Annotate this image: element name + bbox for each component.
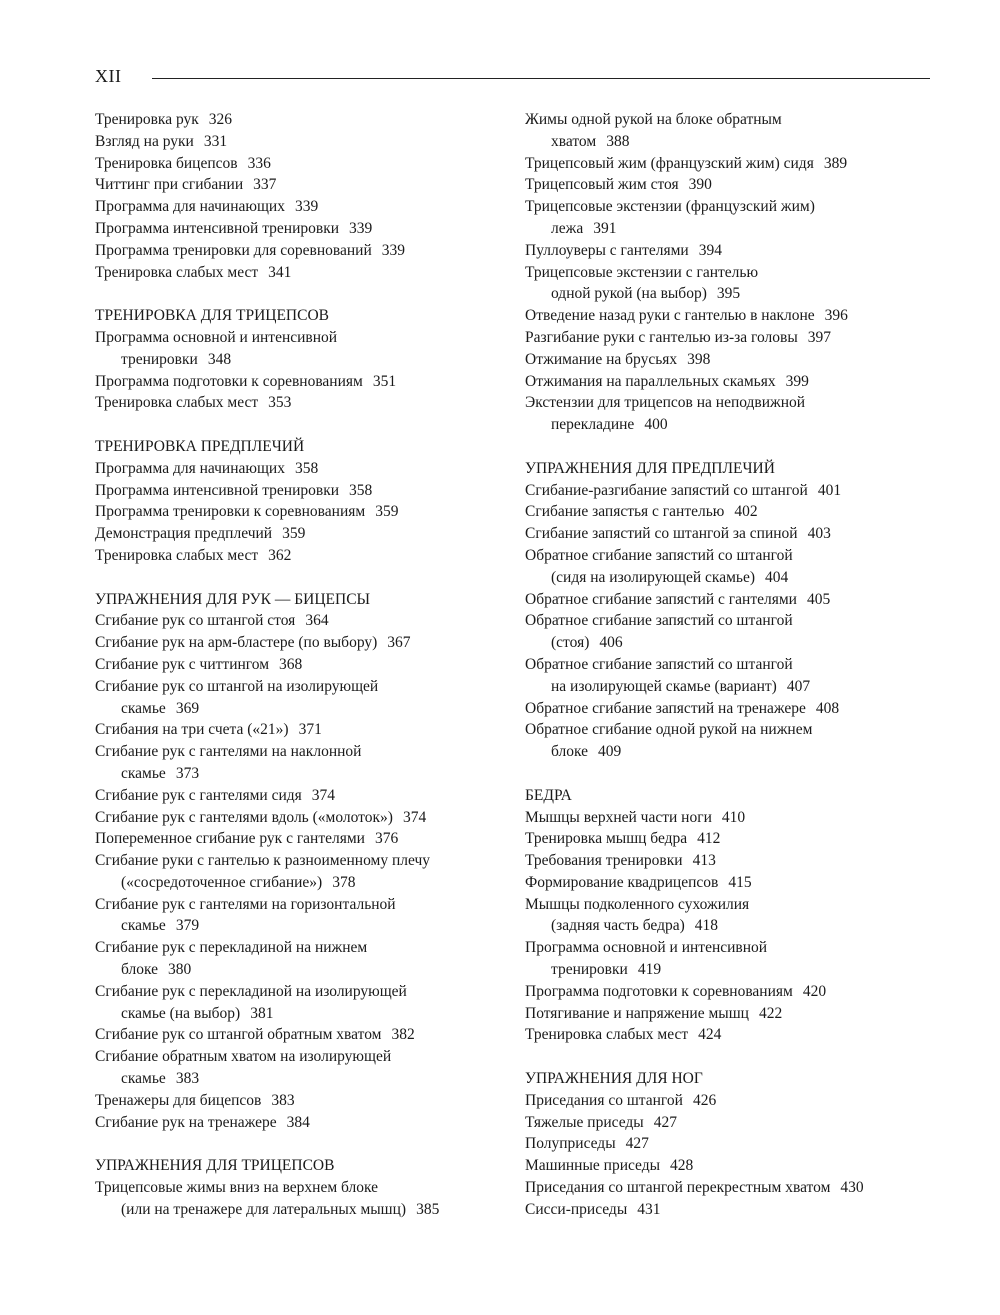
entry-page-number: 380 [168, 961, 192, 979]
entry-page-number: 428 [670, 1157, 694, 1175]
entry-title: Сгибание рук со штангой обратным хватом [95, 1026, 382, 1044]
toc-entry [95, 523, 505, 545]
toc-section [95, 305, 505, 414]
entry-title: Формирование квадрицепсов [525, 873, 719, 891]
entry-title: Тренировка слабых мест [95, 263, 259, 281]
toc-entry [525, 109, 935, 131]
toc-entry [95, 937, 505, 959]
toc-entry [95, 807, 505, 829]
entry-page-number: 382 [391, 1026, 415, 1044]
entry-page-number: 398 [687, 350, 711, 368]
entry-title: Сгибание рук с гантелями на горизонтальной [95, 895, 396, 913]
entry-title: Обратное сгибание запястий со штангой [525, 612, 793, 630]
toc-entry [525, 937, 935, 959]
entry-page-number: 381 [250, 1004, 274, 1022]
toc-entry [95, 828, 505, 850]
toc-entry [525, 1199, 935, 1221]
section-heading: УПРАЖНЕНИЯ ДЛЯ РУК — БИЦЕПСЫ [95, 590, 371, 608]
page-number: XII [95, 66, 122, 86]
toc-entry [525, 240, 935, 262]
toc-entry-continuation [95, 698, 505, 720]
entry-page-number: 394 [698, 241, 722, 259]
toc-section [525, 1068, 935, 1221]
entry-title: Сгибание рук с гантелями сидя [95, 786, 302, 804]
toc-entry [95, 131, 505, 153]
entry-title: Программа интенсивной тренировки [95, 219, 340, 237]
toc-entry [95, 632, 505, 654]
entry-title: Сгибание запястья с гантелью [525, 503, 725, 521]
entry-page-number: 427 [653, 1113, 677, 1131]
entry-page-number: 415 [728, 873, 752, 891]
entry-title: Жимы одной рукой на блоке обратным [525, 111, 782, 128]
entry-page-number: 383 [175, 1070, 200, 1088]
toc-entry [525, 523, 935, 545]
entry-page-number: 383 [271, 1091, 295, 1109]
toc-entry-continuation [95, 763, 505, 785]
entry-title: Программа для начинающих [95, 198, 285, 216]
entry-title: Обратное сгибание запястий на тренажере [525, 699, 806, 717]
entry-page-number: 359 [282, 525, 306, 543]
entry-title: Трицепсовые экстензии с гантелью [525, 263, 759, 281]
page-header [95, 62, 930, 92]
toc-entry [525, 1177, 935, 1199]
toc-entry [525, 153, 935, 175]
toc-entry-continuation [525, 676, 935, 698]
entry-page-number: 326 [208, 111, 233, 128]
entry-title: Сгибание рук с перекладиной на нижнем [95, 939, 368, 957]
toc-entry [95, 610, 505, 632]
entry-title-continuation: перекладине [551, 416, 635, 434]
toc-entry [95, 719, 505, 741]
toc-entry [95, 174, 505, 196]
entry-title: Потягивание и напряжение мышц [525, 1004, 749, 1022]
entry-page-number: 403 [807, 525, 831, 543]
entry-title-continuation: (задняя часть бедра) [551, 917, 685, 935]
toc-entry [95, 480, 505, 502]
entry-page-number: 418 [694, 917, 719, 935]
toc-entry [95, 850, 505, 872]
entry-title: Полуприседы [525, 1135, 616, 1153]
toc-entry [525, 327, 935, 349]
entry-title: Сгибание рук с гантелями на наклонной [95, 743, 362, 761]
toc-section [95, 1155, 505, 1220]
entry-title: Тяжелые приседы [525, 1113, 644, 1131]
entry-page-number: 391 [593, 219, 617, 237]
toc-entry-continuation [525, 959, 935, 981]
entry-title: Отжимание на брусьях [525, 350, 678, 368]
entry-title-continuation: блоке [121, 961, 159, 979]
entry-title-continuation: (сидя на изолирующей скамье) [551, 568, 756, 586]
toc-entry [95, 240, 505, 262]
entry-page-number: 369 [175, 699, 200, 717]
toc-entry [525, 480, 935, 502]
entry-title: Программа основной и интенсивной [95, 328, 338, 346]
toc-entry-continuation [95, 1003, 505, 1025]
toc-entry [525, 262, 935, 284]
toc-entry [95, 458, 505, 480]
entry-title: Отжимания на параллельных скамьях [525, 372, 776, 390]
toc-entry-continuation [525, 632, 935, 654]
entry-title-continuation: тренировки [121, 350, 198, 368]
toc-entry [95, 785, 505, 807]
section-heading: БЕДРА [525, 786, 572, 804]
entry-title: Экстензии для трицепсов на неподвижной [525, 394, 806, 412]
toc-entry [525, 850, 935, 872]
toc-entry [95, 1024, 505, 1046]
entry-page-number: 336 [247, 154, 271, 172]
entry-page-number: 419 [637, 961, 662, 979]
entry-page-number: 339 [381, 241, 406, 259]
toc-entry [95, 109, 505, 131]
toc-entry [95, 654, 505, 676]
toc-section [525, 458, 935, 763]
toc-entry [95, 196, 505, 218]
entry-page-number: 337 [253, 176, 277, 194]
entry-page-number: 374 [402, 808, 427, 826]
toc-entry [525, 1155, 935, 1177]
entry-page-number: 371 [298, 721, 322, 739]
toc-entry [525, 1024, 935, 1046]
entry-title-continuation: («сосредоточенное сгибание») [121, 873, 323, 891]
toc-entry [95, 1177, 505, 1199]
entry-page-number: 410 [721, 808, 746, 826]
toc-entry [525, 589, 935, 611]
entry-page-number: 351 [372, 372, 397, 390]
toc-entry-continuation [95, 1068, 505, 1090]
toc-entry [525, 545, 935, 567]
entry-title: Трицепсовые жимы вниз на верхнем блоке [95, 1179, 379, 1197]
toc-entry-continuation [525, 283, 935, 305]
toc-entry [95, 1046, 505, 1068]
entry-page-number: 412 [697, 830, 721, 848]
toc-entry [525, 196, 935, 218]
entry-page-number: 389 [823, 154, 848, 172]
entry-page-number: 430 [840, 1179, 864, 1197]
entry-page-number: 420 [802, 982, 827, 1000]
entry-page-number: 401 [817, 481, 842, 499]
section-heading: УПРАЖНЕНИЯ ДЛЯ НОГ [525, 1070, 703, 1088]
entry-title: Демонстрация предплечий [95, 525, 273, 543]
toc-entry [525, 1112, 935, 1134]
toc-entry [95, 894, 505, 916]
entry-title-continuation: одной рукой (на выбор) [551, 285, 707, 303]
toc-entry-continuation [525, 915, 935, 937]
entry-title: Взгляд на руки [95, 132, 194, 150]
toc-entry [525, 807, 935, 829]
toc-entry [525, 610, 935, 632]
toc-entry [525, 719, 935, 741]
toc-entry [95, 392, 505, 414]
entry-title: Тренировка слабых мест [95, 394, 259, 412]
entry-title: Сгибание рук на тренажере [95, 1113, 277, 1131]
entry-title: Тренировка рук [95, 111, 199, 128]
entry-title: Программа тренировки для соревнований [95, 241, 372, 259]
toc-entry [95, 501, 505, 523]
entry-title: Пуллоуверы с гантелями [525, 241, 689, 259]
toc-entry [95, 545, 505, 567]
entry-page-number: 402 [734, 503, 758, 521]
entry-page-number: 367 [387, 634, 411, 652]
entry-title: Разгибание руки с гантелью из-за головы [525, 328, 798, 346]
entry-title: Приседания со штангой перекрестным хватом [525, 1179, 831, 1197]
entry-title: Тренировка бицепсов [95, 154, 238, 172]
entry-page-number: 384 [286, 1113, 310, 1131]
entry-page-number: 379 [175, 917, 200, 935]
entry-page-number: 378 [332, 873, 356, 891]
toc-entry [525, 828, 935, 850]
entry-title: Мышцы подколенного сухожилия [525, 895, 750, 913]
entry-title: Сгибание рук с читтингом [95, 655, 270, 673]
entry-title: Сгибания на три счета («21») [95, 721, 289, 739]
entry-page-number: 358 [349, 481, 373, 499]
section-heading: ТРЕНИРОВКА ДЛЯ ТРИЦЕПСОВ [95, 307, 329, 325]
entry-title: Тренировка слабых мест [525, 1026, 689, 1044]
entry-title-continuation: на изолирующей скамье (вариант) [551, 677, 777, 695]
entry-page-number: 339 [349, 219, 373, 237]
entry-title: Сгибание рук со штангой на изолирующей [95, 677, 379, 695]
toc-section [525, 109, 935, 436]
entry-title-continuation: скамье [121, 1070, 166, 1088]
toc-entry-continuation [95, 349, 505, 371]
toc-entry [525, 501, 935, 523]
entry-title: Сгибание рук на арм-бластере (по выбору) [95, 634, 378, 652]
entry-page-number: 426 [692, 1091, 717, 1109]
entry-title: Обратное сгибание запястий с гантелями [525, 590, 797, 608]
toc-entry [525, 392, 935, 414]
entry-page-number: 424 [698, 1026, 722, 1044]
entry-page-number: 404 [765, 568, 789, 586]
entry-title: Требования тренировки [525, 852, 683, 870]
entry-page-number: 395 [716, 285, 741, 303]
toc-section [95, 589, 505, 1134]
toc-entry-continuation [525, 218, 935, 240]
entry-page-number: 413 [692, 852, 716, 870]
entry-page-number: 431 [637, 1200, 661, 1218]
entry-title: Тренажеры для бицепсов [95, 1091, 262, 1109]
entry-page-number: 341 [268, 263, 292, 281]
toc-entry [525, 872, 935, 894]
entry-title-continuation: (или на тренажере для латеральных мышц) [121, 1200, 407, 1218]
entry-title: Машинные приседы [525, 1157, 661, 1175]
toc-entry [95, 327, 505, 349]
entry-title: Приседания со штангой [525, 1091, 683, 1109]
entry-title: Читтинг при сгибании [95, 176, 244, 194]
entry-title: Программа подготовки к соревнованиям [95, 372, 363, 390]
entry-page-number: 339 [294, 198, 319, 216]
entry-page-number: 405 [806, 590, 831, 608]
entry-title: Обратное сгибание запястий со штангой [525, 546, 793, 564]
entry-title: Программа для начинающих [95, 459, 285, 477]
entry-title: Сгибание-разгибание запястий со штангой [525, 481, 808, 499]
toc-section [95, 109, 505, 283]
entry-title-continuation: лежа [551, 219, 584, 237]
toc-entry-continuation [95, 1199, 505, 1221]
toc-entry [525, 981, 935, 1003]
toc-entry-continuation [525, 741, 935, 763]
entry-title: Сгибание обратным хватом на изолирующей [95, 1048, 392, 1066]
entry-title: Обратное сгибание запястий со штангой [525, 655, 793, 673]
entry-page-number: 408 [815, 699, 840, 717]
entry-title: Сгибание рук со штангой стоя [95, 612, 296, 630]
entry-page-number: 427 [625, 1135, 649, 1153]
entry-title-continuation: хватом [551, 132, 597, 150]
toc-entry [95, 676, 505, 698]
toc-entry-continuation [95, 915, 505, 937]
toc-entry [525, 349, 935, 371]
entry-page-number: 368 [279, 655, 303, 673]
toc-entry [95, 1112, 505, 1134]
entry-page-number: 359 [375, 503, 399, 521]
toc-entry [95, 371, 505, 393]
entry-page-number: 388 [606, 132, 630, 150]
entry-title-continuation: скамье [121, 764, 166, 782]
entry-page-number: 385 [416, 1200, 440, 1218]
entry-title: Обратное сгибание одной рукой на нижнем [525, 721, 813, 739]
entry-title: Сисси-приседы [525, 1200, 628, 1218]
entry-title: Сгибание запястий со штангой за спиной [525, 525, 798, 543]
entry-page-number: 331 [203, 132, 228, 150]
entry-title: Отведение назад руки с гантелью в наклоне [525, 307, 815, 325]
entry-title: Трицепсовый жим стоя [525, 176, 679, 194]
entry-page-number: 409 [598, 743, 622, 761]
entry-title: Попеременное сгибание рук с гантелями [95, 830, 365, 848]
toc-entry [525, 371, 935, 393]
toc-section [95, 436, 505, 567]
entry-title: Тренировка мышц бедра [525, 830, 688, 848]
entry-title-continuation: скамье [121, 699, 166, 717]
toc-entry-continuation [525, 414, 935, 436]
toc-entry [95, 218, 505, 240]
entry-title: Трицепсовые экстензии (французский жим) [525, 198, 815, 216]
entry-page-number: 348 [207, 350, 232, 368]
entry-title: Программа тренировки к соревнованиям [95, 503, 366, 521]
toc-entry [525, 174, 935, 196]
entry-page-number: 358 [294, 459, 319, 477]
entry-page-number: 400 [644, 416, 668, 434]
entry-title: Мышцы верхней части ноги [525, 808, 712, 826]
toc-entry-continuation [95, 872, 505, 894]
toc-entry-continuation [95, 959, 505, 981]
entry-page-number: 422 [758, 1004, 783, 1022]
entry-title-continuation: тренировки [551, 961, 628, 979]
toc-entry-continuation [525, 131, 935, 153]
entry-title: Программа интенсивной тренировки [95, 481, 340, 499]
entry-title-continuation: (стоя) [551, 634, 590, 652]
toc-entry [95, 153, 505, 175]
toc-column-left [95, 109, 505, 1242]
toc-entry [95, 981, 505, 1003]
toc-entry [95, 741, 505, 763]
toc-entry [525, 698, 935, 720]
toc-entry [525, 1133, 935, 1155]
toc-entry [525, 1003, 935, 1025]
entry-page-number: 364 [305, 612, 329, 630]
section-heading: УПРАЖНЕНИЯ ДЛЯ ПРЕДПЛЕЧИЙ [525, 459, 775, 477]
entry-title: Сгибание рук с гантелями вдоль («молоток») [95, 808, 393, 826]
entry-page-number: 353 [268, 394, 292, 412]
toc-column-right [525, 109, 935, 1242]
toc-section [525, 785, 935, 1047]
entry-page-number: 399 [785, 372, 809, 390]
toc-entry-continuation [525, 567, 935, 589]
toc-entry [525, 305, 935, 327]
entry-title: Сгибание рук с перекладиной на изолирующей [95, 982, 407, 1000]
entry-title: Сгибание руки с гантелью к разноименному плечу [95, 852, 431, 870]
section-heading: ТРЕНИРОВКА ПРЕДПЛЕЧИЙ [95, 437, 305, 455]
entry-title-continuation: блоке [551, 743, 589, 761]
entry-page-number: 373 [175, 764, 200, 782]
entry-title: Трицепсовый жим (французский жим) сидя [525, 154, 814, 172]
entry-title-continuation: скамье [121, 917, 166, 935]
toc-entry [95, 262, 505, 284]
entry-page-number: 396 [824, 307, 848, 325]
toc-entry [525, 1090, 935, 1112]
toc-entry [525, 894, 935, 916]
entry-title: Тренировка слабых мест [95, 546, 259, 564]
entry-title-continuation: скамье (на выбор) [121, 1004, 241, 1022]
section-heading: УПРАЖНЕНИЯ ДЛЯ ТРИЦЕПСОВ [95, 1157, 335, 1175]
entry-title: Программа основной и интенсивной [525, 939, 768, 957]
entry-page-number: 407 [786, 677, 811, 695]
entry-page-number: 362 [268, 546, 292, 564]
entry-page-number: 376 [374, 830, 399, 848]
entry-title: Программа подготовки к соревнованиям [525, 982, 793, 1000]
toc-entry [95, 1090, 505, 1112]
toc-entry [525, 654, 935, 676]
entry-page-number: 406 [599, 634, 623, 652]
entry-page-number: 397 [807, 328, 832, 346]
entry-page-number: 390 [688, 176, 712, 194]
header-rule [152, 78, 930, 79]
entry-page-number: 374 [311, 786, 336, 804]
